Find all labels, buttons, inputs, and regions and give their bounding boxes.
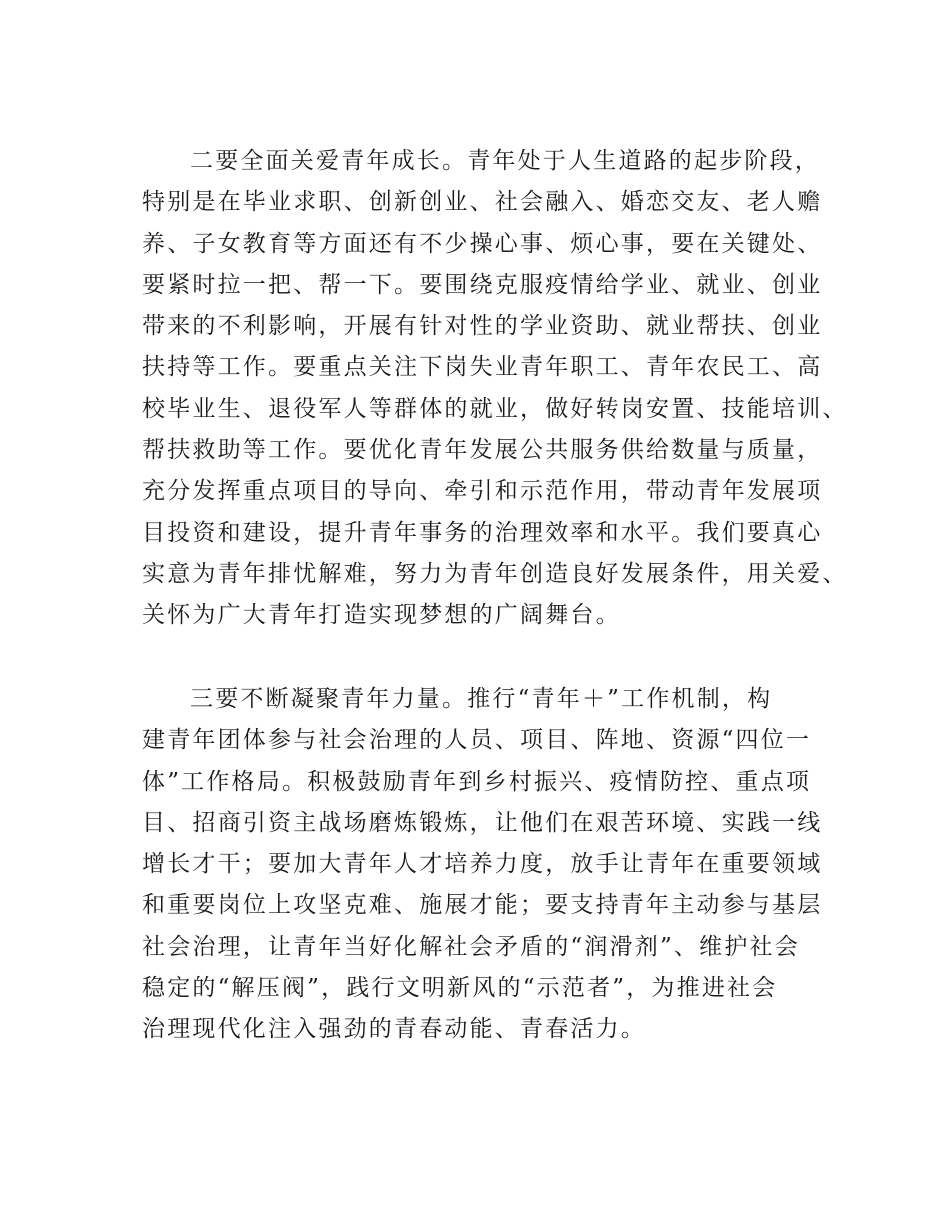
- paragraph-line: 体”工作格局。积极鼓励青年到乡村振兴、疫情防控、重点项: [142, 768, 812, 795]
- paragraph-line: 要紧时拉一把、帮一下。要围绕克服疫情给学业、就业、创业: [142, 271, 823, 298]
- paragraph-line: 帮扶救助等工作。要优化青年发展公共服务供给数量与质量，: [142, 437, 823, 464]
- paragraph-line: 关怀为广大青年打造实现梦想的广阔舞台。: [142, 602, 621, 629]
- paragraph-line: 校毕业生、退役军人等群体的就业，做好转岗安置、技能培训、: [142, 395, 848, 422]
- paragraph-line: 带来的不利影响，开展有针对性的学业资助、就业帮扶、创业: [142, 313, 823, 340]
- paragraph-line: 充分发挥重点项目的导向、牵引和示范作用，带动青年发展项: [142, 478, 823, 505]
- paragraph-line: 和重要岗位上攻坚克难、施展才能；要支持青年主动参与基层: [142, 892, 823, 919]
- paragraph-line: 扶持等工作。要重点关注下岗失业青年职工、青年农民工、高: [142, 354, 823, 381]
- paragraph-line: 目投资和建设，提升青年事务的治理效率和水平。我们要真心: [142, 519, 823, 546]
- paragraph-line: 目、招商引资主战场磨炼锻炼，让他们在艰苦环境、实践一线: [142, 809, 823, 836]
- paragraph-gathering-youth-strength: [142, 679, 842, 1051]
- paragraph-line: 二要全面关爱青年成长。青年处于人生道路的起步阶段，: [190, 148, 820, 174]
- paragraph-line: 特别是在毕业求职、创新创业、社会融入、婚恋交友、老人赡: [142, 189, 823, 216]
- paragraph-caring-youth-growth: [142, 141, 848, 637]
- paragraph-line: 三要不断凝聚青年力量。推行“青年＋”工作机制，构: [190, 686, 773, 712]
- paragraph-line: 治理现代化注入强劲的青春动能、青春活力。: [142, 1016, 646, 1043]
- paragraph-line: 建青年团体参与社会治理的人员、项目、阵地、资源“四位一: [142, 727, 812, 754]
- paragraph-line: 养、子女教育等方面还有不少操心事、烦心事，要在关键处、: [142, 230, 823, 257]
- paragraph-line: 实意为青年排忧解难，努力为青年创造良好发展条件，用关爱、: [142, 560, 848, 587]
- paragraph-line: 增长才干；要加大青年人才培养力度，放手让青年在重要领域: [142, 851, 823, 878]
- paragraph-line: 社会治理，让青年当好化解社会矛盾的“润滑剂”、维护社会: [142, 933, 800, 960]
- paragraph-line: 稳定的“解压阀”，践行文明新风的“示范者”，为推进社会: [142, 975, 778, 1002]
